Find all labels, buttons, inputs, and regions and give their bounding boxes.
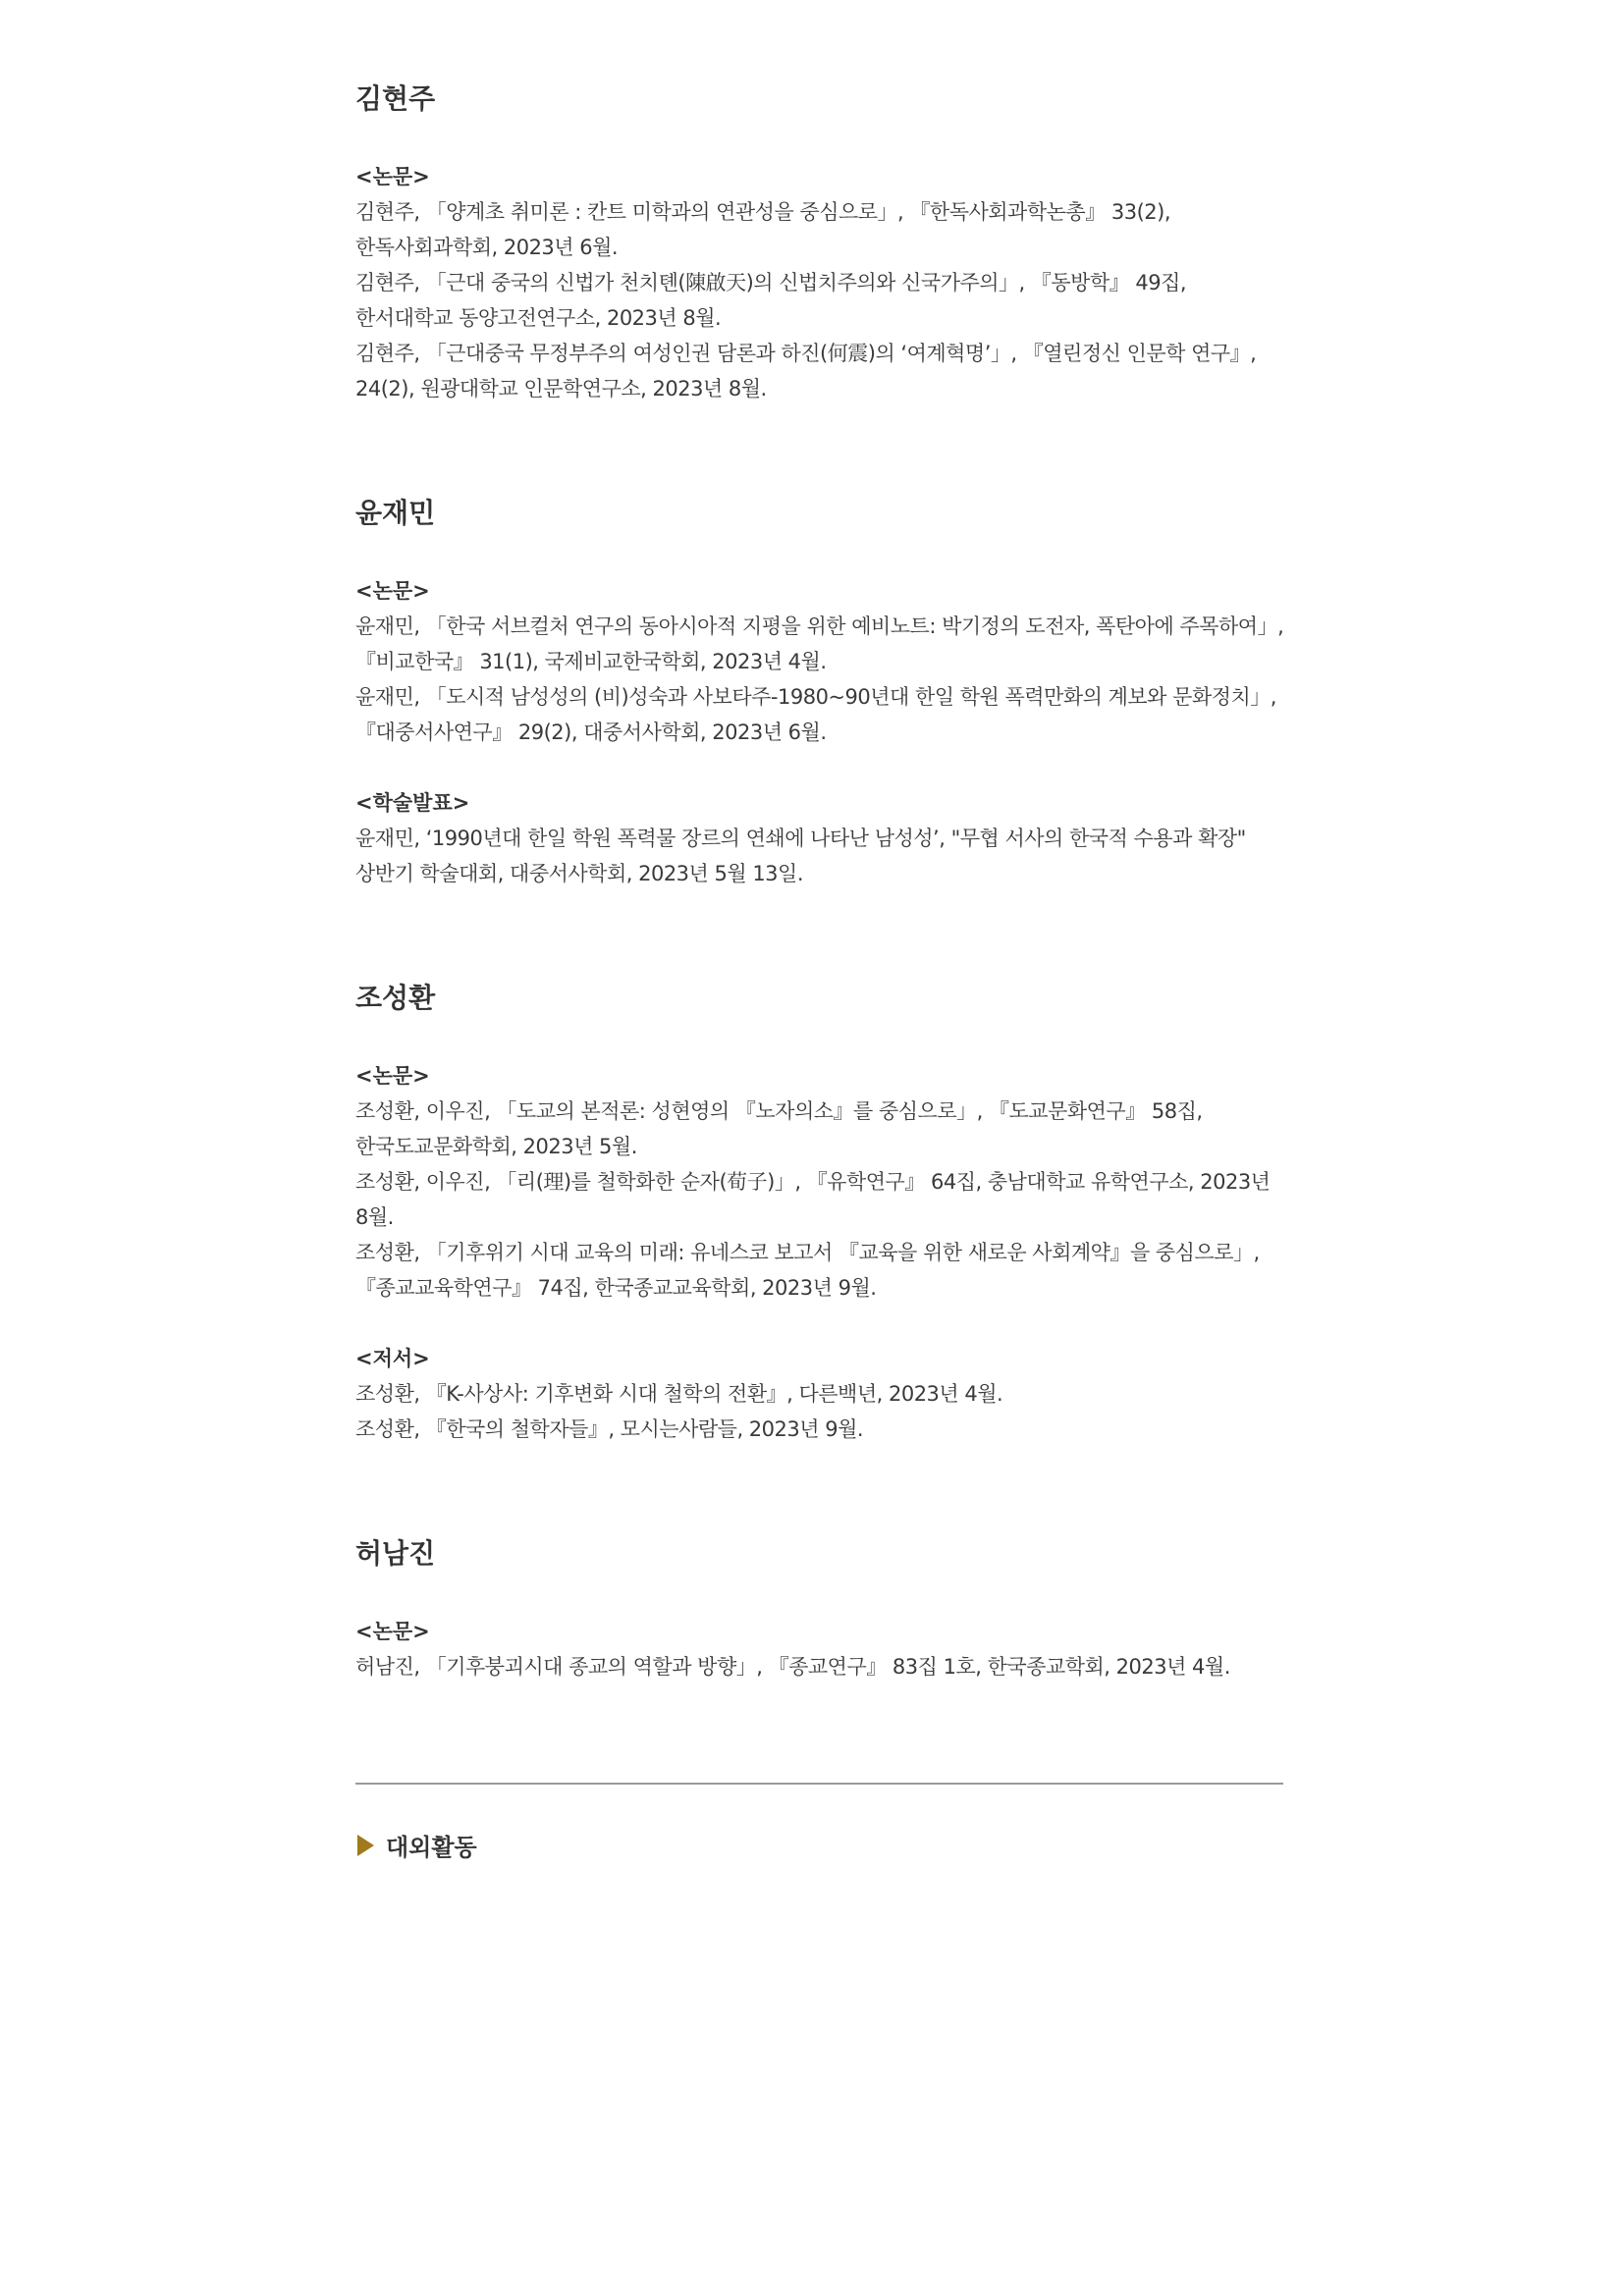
- section-heading: [357, 1828, 477, 1862]
- section-title: 대외활동: [386, 1834, 477, 1861]
- citation-entry: 조성환, 이우진, 「리(理)를 철학화한 순자(荀子)」, 『유학연구』 64집, 충남대학교 유학연구소, 2023년 8월.: [355, 1170, 1271, 1229]
- category-block: [355, 573, 1284, 750]
- citation-entry: 조성환, 「기후위기 시대 교육의 미래: 유네스코 보고서 『교육을 위한 새로운 사회계약』을 중심으로」, 『종교교육학연구』 74집, 한국종교교육학회, 2023년 9월.: [355, 1241, 1260, 1300]
- category-label: <학술발표>: [355, 791, 470, 815]
- person-section: [355, 491, 1284, 891]
- citation-entry: 김현주, 「근대중국 무정부주의 여성인권 담론과 하진(何震)의 ‘여계혁명’」, 『열린정신 인문학 연구』, 24(2), 원광대학교 인문학연구소, 2023년 8월.: [355, 342, 1257, 400]
- category-block: [355, 1058, 1284, 1306]
- section-divider: [355, 1783, 1283, 1785]
- citation-entry: 김현주, 「근대 중국의 신법가 천치톈(陳啟天)의 신법치주의와 신국가주의」, 『동방학』 49집, 한서대학교 동양고전연구소, 2023년 8월.: [355, 271, 1187, 330]
- citation-entry: 윤재민, ‘1990년대 한일 학원 폭력물 장르의 연쇄에 나타난 남성성’, "무협 서사의 한국적 수용과 확장" 상반기 학술대회, 대중서사학회, 2023년 5월 13일.: [355, 827, 1246, 885]
- category-block: [355, 1614, 1284, 1684]
- category-block: [355, 1341, 1284, 1447]
- citation-entry: 윤재민, 「도시적 남성성의 (비)성숙과 사보타주-1980~90년대 한일 학원 폭력만화의 계보와 문화정치」, 『대중서사연구』 29(2), 대중서사학회, 2023년 6월.: [355, 685, 1276, 744]
- person-name: 김현주: [355, 82, 436, 115]
- person-name: 조성환: [355, 982, 436, 1014]
- citation-entry: 윤재민, 「한국 서브컬처 연구의 동아시아적 지평을 위한 예비노트: 박기정의 도전자, 폭탄아에 주목하여」, 『비교한국』 31(1), 국제비교한국학회, 2023년 4월.: [355, 614, 1284, 673]
- category-label: <논문>: [355, 1064, 430, 1088]
- person-section: [355, 976, 1284, 1447]
- category-label: <논문>: [355, 165, 430, 188]
- category-block: [355, 159, 1284, 406]
- triangle-right-icon: [357, 1835, 374, 1856]
- citation-entry: 조성환, 이우진, 「도교의 본적론: 성현영의 『노자의소』를 중심으로」, 『도교문화연구』 58집, 한국도교문화학회, 2023년 5월.: [355, 1099, 1203, 1158]
- person-name: 허남진: [355, 1537, 436, 1570]
- category-block: [355, 785, 1284, 891]
- citation-entry: 허남진, 「기후붕괴시대 종교의 역할과 방향」, 『종교연구』 83집 1호, 한국종교학회, 2023년 4월.: [355, 1655, 1230, 1679]
- person-name: 윤재민: [355, 497, 436, 529]
- citation-entry: 김현주, 「양계초 취미론 : 칸트 미학과의 연관성을 중심으로」, 『한독사회과학논총』 33(2), 한독사회과학회, 2023년 6월.: [355, 200, 1171, 259]
- citation-entry: 조성환, 『K-사상사: 기후변화 시대 철학의 전환』, 다른백년, 2023년 4월.: [355, 1382, 1003, 1406]
- publication-list: [355, 77, 1284, 1769]
- person-section: [355, 1531, 1284, 1684]
- person-section: [355, 77, 1284, 406]
- category-label: <논문>: [355, 579, 430, 603]
- category-label: <저서>: [355, 1347, 430, 1370]
- citation-entry: 조성환, 『한국의 철학자들』, 모시는사람들, 2023년 9월.: [355, 1417, 864, 1441]
- category-label: <논문>: [355, 1620, 430, 1643]
